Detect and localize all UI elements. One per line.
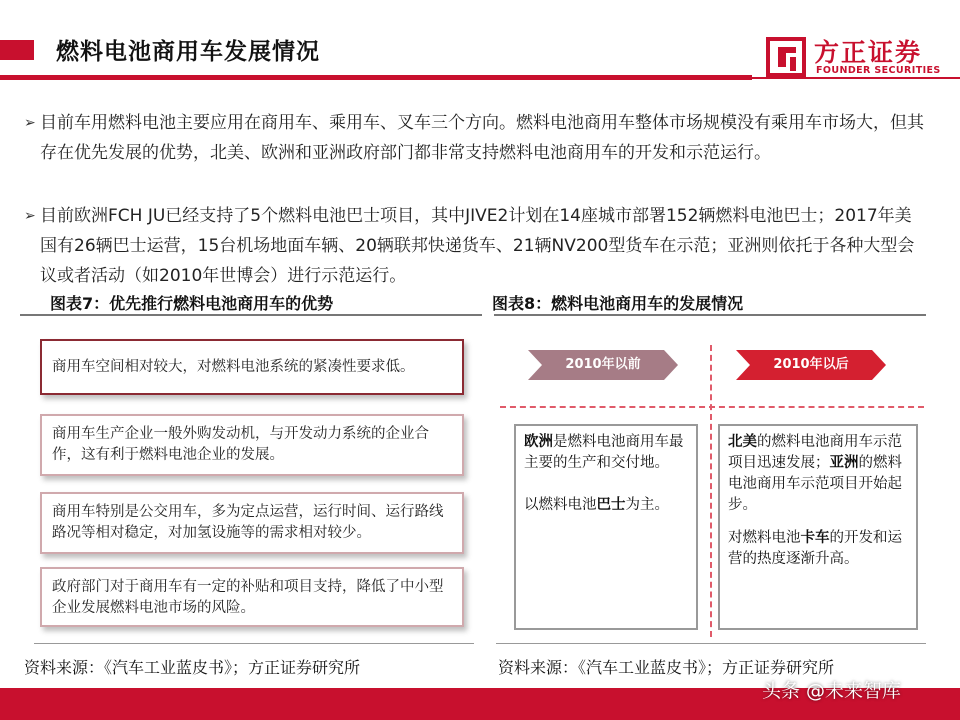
advantage-text: 政府部门对于商用车有一定的补贴和项目支持，降低了中小型企业发展燃料电池市场的风险。: [52, 579, 444, 616]
advantage-text: 商用车空间相对较大，对燃料电池系统的紧凑性要求低。: [52, 359, 415, 375]
keyword-truck: 卡车: [800, 530, 830, 546]
before-para-2: 以燃料电池巴士为主。: [524, 497, 669, 513]
right-source-note: 资料来源：《汽车工业蓝皮书》；方正证券研究所: [498, 658, 835, 677]
advantage-box-1: [40, 339, 464, 395]
bullet-arrow-icon: ➢: [24, 208, 36, 224]
advantage-box-2: [40, 414, 464, 476]
after-para-1: 北美的燃料电池商用车示范项目迅速发展；亚洲的燃料电池商用车示范项目开始起步。: [728, 434, 902, 513]
page-title: 燃料电池商用车发展情况: [56, 39, 320, 65]
era-after-2010-chevron: [736, 350, 886, 380]
bullet-arrow-icon: ➢: [24, 115, 36, 131]
before-2010-box: [514, 424, 698, 630]
left-source-note: 资料来源：《汽车工业蓝皮书》；方正证券研究所: [24, 658, 361, 677]
keyword-bus: 巴士: [596, 497, 626, 513]
advantage-text: 商用车特别是公交用车，多为定点运营，运行时间、运行路线路况等相对稳定，对加氢设施等的需求相对较少。: [52, 504, 444, 541]
founder-logo: [766, 37, 960, 81]
bullet-2: [24, 201, 924, 291]
advantage-box-3: [40, 492, 464, 554]
advantage-box-4: [40, 567, 464, 627]
after-2010-box: [718, 424, 918, 630]
after-para-2: 对燃料电池卡车的开发和运营的热度逐渐升高。: [728, 530, 902, 567]
left-section-rule: [20, 314, 482, 316]
era-after-label: 2010年以后: [773, 357, 849, 372]
logo-chinese-name: 方正证券: [814, 38, 923, 67]
bullet-1: [24, 108, 924, 168]
advantage-text: 商用车生产企业一般外购发动机，与开发动力系统的企业合作，这有利于燃料电池企业的发展。: [52, 426, 429, 463]
founder-logo-mark-icon: [766, 37, 806, 77]
era-divider-dashed-line: [710, 345, 712, 637]
era-before-2010-chevron: [528, 350, 678, 380]
title-accent-bar: [0, 40, 34, 60]
keyword-europe: 欧洲: [524, 434, 553, 450]
left-bottom-rule: [34, 643, 474, 644]
header-rule: [0, 75, 752, 80]
bullet-text: 目前欧洲FCH JU已经支持了5个燃料电池巴士项目，其中JIVE2计划在14座城市部署152辆燃料电池巴士；2017年美国有26辆巴士运营，15台机场地面车辆、20辆联邦快递货车、21辆NV200型货车在示范；亚洲则依托于各种大型会议或者活动（如2010年世博会）进行示范运行。: [40, 206, 915, 286]
era-before-label: 2010年以前: [565, 357, 641, 372]
watermark: 头条 @未来智库: [762, 680, 902, 702]
keyword-north-america: 北美: [728, 434, 757, 450]
right-section-rule: [494, 314, 926, 316]
bullet-text: 目前车用燃料电池主要应用在商用车、乘用车、叉车三个方向。燃料电池商用车整体市场规模没有乘用车市场大，但其存在优先发展的优势，北美、欧洲和亚洲政府部门都非常支持燃料电池商用车的开发和示范运行。: [40, 113, 924, 163]
keyword-asia: 亚洲: [829, 455, 859, 471]
timeline-dashed-line: [500, 406, 924, 408]
right-chart-label: 图表8：燃料电池商用车的发展情况: [492, 294, 744, 313]
right-bottom-rule: [496, 643, 926, 644]
logo-english-name: FOUNDER SECURITIES: [816, 65, 941, 76]
left-chart-label: 图表7：优先推行燃料电池商用车的优势: [50, 294, 334, 313]
before-para-1: 欧洲是燃料电池商用车最主要的生产和交付地。: [524, 434, 684, 471]
